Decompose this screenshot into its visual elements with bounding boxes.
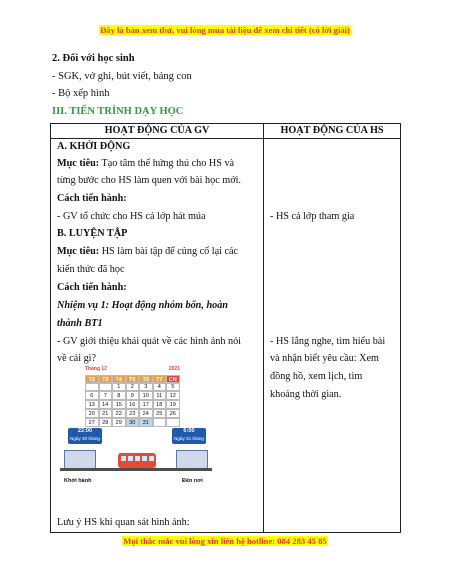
hotline-banner: Mọi thắc mắc vui lòng xin liên hệ hotline: 084 283 45 85: [123, 536, 327, 546]
calendar-day: 4: [153, 382, 167, 391]
calendar-bus-illustration: [58, 366, 214, 484]
calendar-day: 9: [126, 391, 140, 400]
calendar-year: 2021: [168, 366, 180, 372]
calendar-row: [85, 400, 180, 409]
hs-practice-2: và nhận biết yêu cầu: Xem: [270, 353, 379, 364]
calendar-day: 26: [166, 409, 180, 418]
weekday: CN: [166, 375, 180, 384]
arrival-station: [176, 450, 208, 470]
road: [60, 468, 212, 471]
calendar-row: [85, 409, 180, 418]
gv-cell: [51, 139, 264, 533]
calendar-day: 10: [139, 391, 153, 400]
calendar-day: 24: [139, 409, 153, 418]
calendar-day: [99, 382, 113, 391]
task-title: Nhiệm vụ 1: Hoạt động nhóm bốn, hoàn: [57, 300, 228, 311]
calendar-grid: [85, 382, 180, 427]
calendar-day: 1: [112, 382, 126, 391]
lesson-table: [50, 123, 401, 533]
calendar-row: [85, 391, 180, 400]
practice-heading: B. LUYỆN TẬP: [57, 228, 128, 239]
intro-text-cont: về cái gì?: [57, 353, 97, 364]
start-heading: A. KHỞI ĐỘNG: [57, 141, 131, 152]
calendar-day: 29: [112, 418, 126, 427]
hs-practice-1: - HS lắng nghe, tìm hiểu bài: [270, 336, 386, 347]
calendar-day: 19: [166, 400, 180, 409]
list-item: - SGK, vở ghi, bút viết, bảng con: [52, 71, 192, 82]
hs-practice-4: khoảng thời gian.: [270, 389, 342, 400]
calendar-row: [85, 418, 180, 427]
calendar-day: 25: [153, 409, 167, 418]
section2-heading: 2. Đối với học sinh: [52, 53, 135, 64]
hs-cell: [264, 139, 401, 533]
calendar-day: 3: [139, 382, 153, 391]
departure-card: 22:00 Ngày 30 tháng 12: [68, 428, 102, 444]
calendar-day: 8: [112, 391, 126, 400]
calendar-day: 11: [153, 391, 167, 400]
calendar-day: 18: [153, 400, 167, 409]
col-header-gv: HOẠT ĐỘNG CỦA GV: [51, 124, 264, 139]
calendar-day: 15: [112, 400, 126, 409]
weekday: T7: [153, 375, 167, 384]
calendar-day: 2: [126, 382, 140, 391]
hs-start-step: - HS cả lớp tham gia: [270, 211, 355, 222]
start-step: - GV tổ chức cho HS cả lớp hát múa: [57, 211, 206, 222]
calendar-day: 13: [85, 400, 99, 409]
intro-text: - GV giới thiệu khái quát về các hình ảnh nói: [57, 336, 242, 347]
practice-goal: Mục tiêu: HS làm bài tập để củng cố lại các: [57, 246, 239, 257]
hs-practice-3: đồng hồ, xem lịch, tìm: [270, 371, 363, 382]
bus-scene: [58, 428, 214, 476]
calendar-day: 22: [112, 409, 126, 418]
calendar-day: [153, 418, 167, 427]
calendar-day: 31: [139, 418, 153, 427]
preview-banner: Đây là bản xem thử, vui lòng mua tài liệu để xem chi tiết (có lời giải): [100, 25, 350, 35]
calendar-day: 7: [99, 391, 113, 400]
calendar-header: [85, 366, 180, 372]
start-goal-cont: từng bước cho HS làm quen với bài học mới.: [57, 175, 241, 186]
col-header-hs: HOẠT ĐỘNG CỦA HS: [264, 124, 401, 139]
calendar-day: 14: [99, 400, 113, 409]
arrival-card: 6:00 Ngày 31 tháng 12: [172, 428, 206, 444]
section3-heading: III. TIẾN TRÌNH DẠY HỌC: [52, 106, 184, 117]
calendar-day: 12: [166, 391, 180, 400]
practice-goal-cont: kiến thức đã học: [57, 264, 125, 275]
note-text: Lưu ý HS khi quan sát hình ảnh:: [57, 517, 190, 528]
calendar-day: 23: [126, 409, 140, 418]
depart-label: Khởi hành: [64, 478, 92, 484]
calendar-day: 17: [139, 400, 153, 409]
arrive-label: Đến nơi: [182, 478, 203, 484]
calendar-day: 5: [166, 382, 180, 391]
calendar-row: [85, 382, 180, 391]
weekday: T6: [139, 375, 153, 384]
start-goal: Mục tiêu: Tạo tâm thế hứng thú cho HS và: [57, 158, 235, 169]
weekday: T4: [112, 375, 126, 384]
practice-how: Cách tiến hành:: [57, 282, 127, 293]
calendar-month: Tháng 12: [85, 366, 107, 372]
weekday: T5: [126, 375, 140, 384]
calendar-day: 20: [85, 409, 99, 418]
calendar-day: [166, 418, 180, 427]
calendar-day: 16: [126, 400, 140, 409]
calendar-day: 27: [85, 418, 99, 427]
calendar-day: 6: [85, 391, 99, 400]
calendar-day: 28: [99, 418, 113, 427]
weekday: T2: [85, 375, 99, 384]
list-item: - Bộ xếp hình: [52, 88, 110, 99]
weekday: T3: [99, 375, 113, 384]
departure-station: [64, 450, 96, 470]
calendar-day: [85, 382, 99, 391]
task-title-cont: thành BT1: [57, 318, 103, 329]
start-how: Cách tiến hành:: [57, 193, 127, 204]
bus-icon: [118, 453, 156, 468]
calendar-day: 30: [126, 418, 140, 427]
calendar-day: 21: [99, 409, 113, 418]
